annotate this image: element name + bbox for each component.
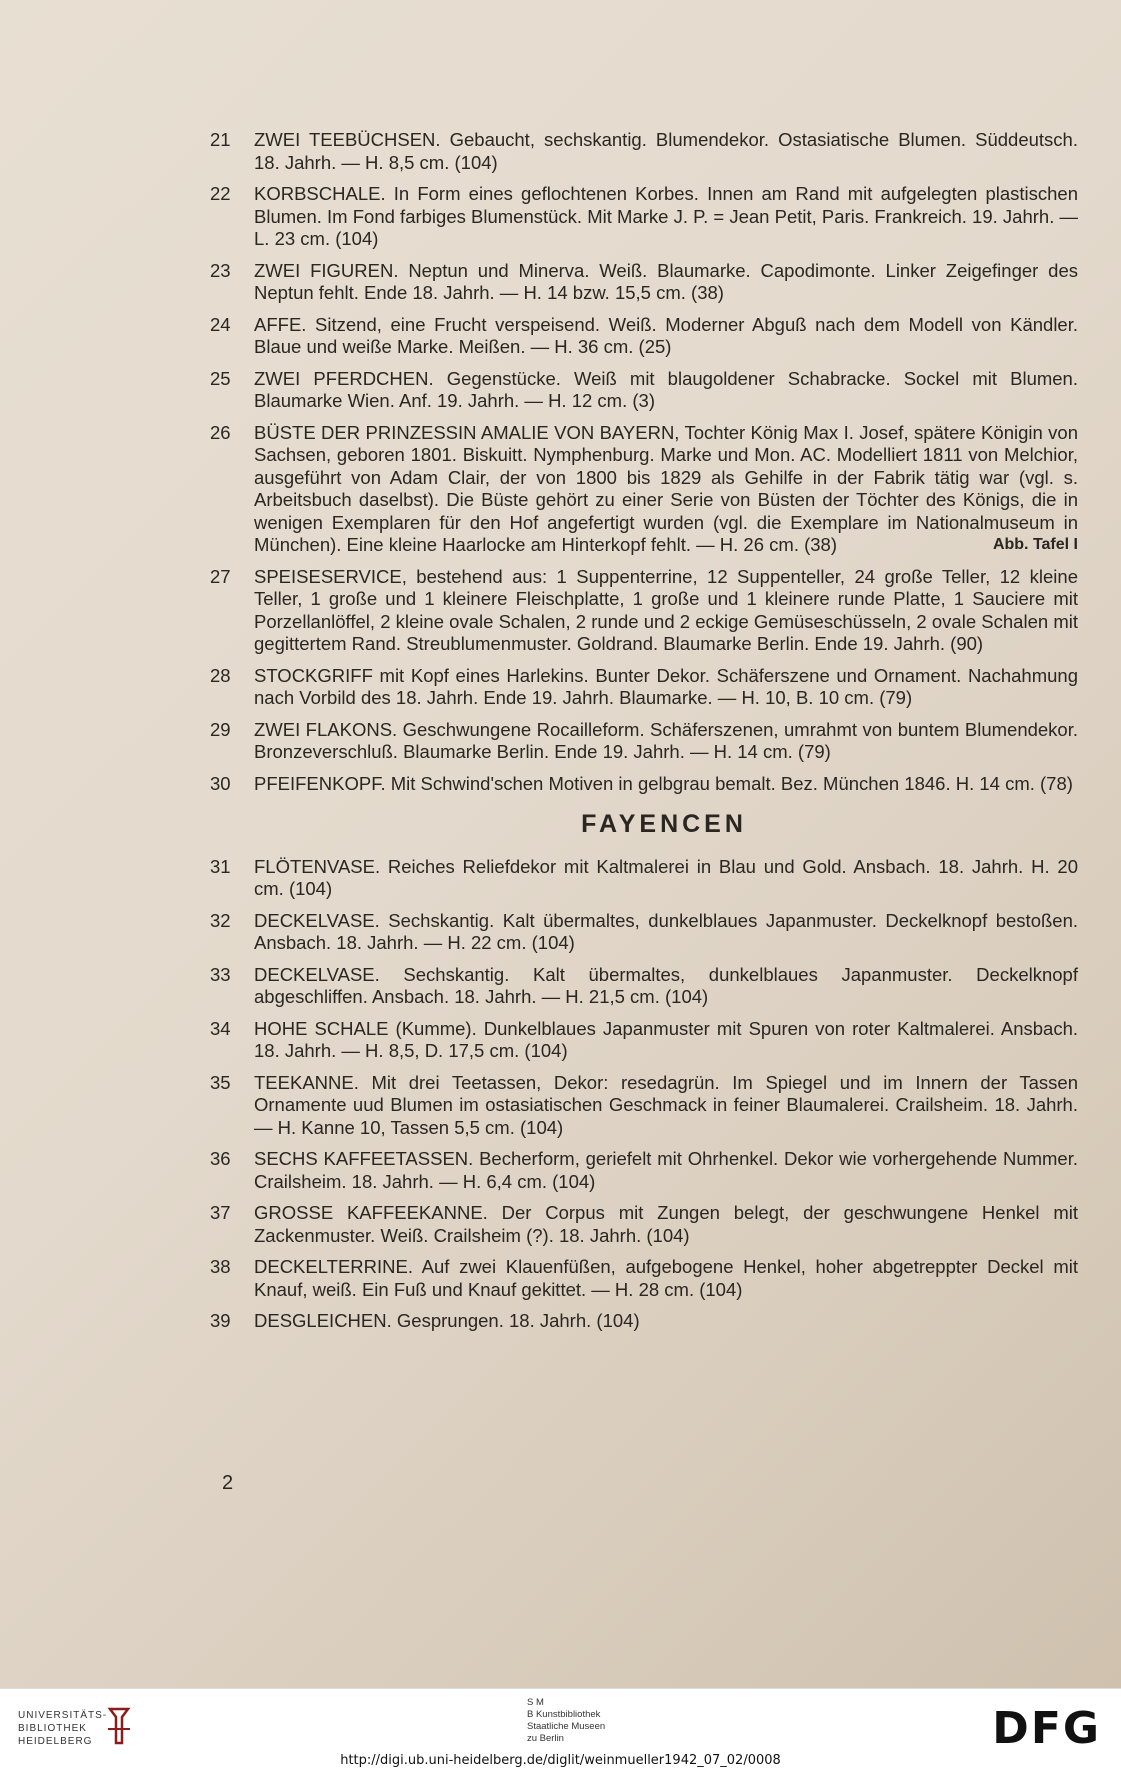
- entry-text: [254, 1310, 1078, 1333]
- uni-heidelberg-logo-text[interactable]: [18, 1709, 107, 1748]
- entry-text: [254, 1256, 1078, 1301]
- entry-description: ZWEI TEEBÜCHSEN. Gebaucht, sechskantig. Blumendekor. Ostasiatische Blumen. Süddeutsch. 18. Jahrh. — H. 8,5 cm. (104): [254, 129, 1078, 173]
- entry-list-fayencen: [210, 856, 1078, 1333]
- entry-text: [254, 719, 1078, 764]
- entry-text: [254, 368, 1078, 413]
- entry-description: ZWEI FIGUREN. Neptun und Minerva. Weiß. Blaumarke. Capodimonte. Linker Zeigefinger des Neptun fehlt. Ende 18. Jahrh. — H. 14 bzw. 15,5 cm. (38): [254, 259, 1078, 303]
- entry-number: 22: [210, 183, 231, 204]
- sm-line: S M: [527, 1697, 544, 1708]
- entry-description: FLÖTENVASE. Reiches Reliefdekor mit Kaltmalerei in Blau und Gold. Ansbach. 18. Jahrh. H. 20 cm. (104): [254, 855, 1078, 899]
- catalog-entry: [210, 719, 1078, 764]
- entry-description: DECKELVASE. Sechskantig. Kalt übermaltes, dunkelblaues Japanmuster. Deckelknopf bestoßen. Ansbach. 18. Jahrh. — H. 22 cm. (104): [254, 909, 1078, 953]
- entry-number: 27: [210, 565, 231, 587]
- entry-text: [254, 1072, 1078, 1140]
- entry-number: 33: [210, 963, 231, 985]
- entry-number: 36: [210, 1148, 231, 1169]
- entry-number: 24: [210, 313, 231, 335]
- entry-text: [254, 1148, 1078, 1193]
- entry-description: TEEKANNE. Mit drei Teetassen, Dekor: resedagrün. Im Spiegel und im Innern der Tassen Ornamente uud Blumen im ostasiatischen Geschmack in feiner Blaumalerei. Crailsheim. 18. Jahrh. — H. Kanne 10, Tassen 5,5 cm. (104): [254, 1071, 1078, 1138]
- entry-number: 32: [210, 909, 231, 931]
- entry-text: [254, 773, 1078, 796]
- entry-text: [254, 566, 1078, 656]
- entry-number: 30: [210, 772, 231, 794]
- entry-description: GROSSE KAFFEEKANNE. Der Corpus mit Zungen belegt, der geschwungene Henkel mit Zackenmuster. Weiß. Crailsheim (?). 18. Jahrh. (104): [254, 1202, 1078, 1246]
- entry-description: AFFE. Sitzend, eine Frucht verspeisend. Weiß. Moderner Abguß nach dem Modell von Kändler. Blaue und weiße Marke. Meißen. — H. 36 cm. (25): [254, 313, 1078, 357]
- entry-text: [254, 129, 1078, 174]
- entry-number: 39: [210, 1310, 231, 1331]
- entry-description: STOCKGRIFF mit Kopf eines Harlekins. Bunter Dekor. Schäferszene und Ornament. Nachahmung nach Vorbild des 18. Jahrh. Ende 19. Jahrh. Blaumarke. — H. 10, B. 10 cm. (79): [254, 664, 1078, 708]
- entry-number: 34: [210, 1017, 231, 1039]
- section-title: FAYENCEN: [581, 810, 747, 838]
- uni-line: UNIVERSITÄTS-: [18, 1710, 108, 1721]
- entry-description: SPEISESERVICE, bestehend aus: 1 Suppenterrine, 12 Suppenteller, 24 große Teller, 12 kleine Teller, 1 große und 1 kleinere Fleischplatte, 1 große und 1 kleinere runde Platte, 1 Sauciere mit Porzellanlöffel, 2 kleine ovale Schalen, 2 runde und 2 eckige Gemüseschüsseln, 2 ovale Schalen mit gegittertem Rand. Streublumenmuster. Goldrand. Blaumarke Berlin. Ende 19. Jahrh. (90): [254, 565, 1078, 654]
- entry-text: [254, 856, 1078, 901]
- entry-description: HOHE SCHALE (Kumme). Dunkelblaues Japanmuster mit Spuren von roter Kaltmalerei. Ansbach. 18. Jahrh. — H. 8,5, D. 17,5 cm. (104): [254, 1017, 1078, 1061]
- entry-description: DECKELTERRINE. Auf zwei Klauenfüßen, aufgebogene Henkel, hoher abgetreppter Deckel mit Knauf, weiß. Ein Fuß und Knauf gekittet. — H. 28 cm. (104): [254, 1256, 1078, 1300]
- dfg-logo[interactable]: DFG: [992, 1703, 1101, 1754]
- plate-reference: Abb. Tafel I: [992, 536, 1078, 553]
- catalog-entry: [210, 1256, 1078, 1301]
- entry-number: 28: [210, 664, 231, 686]
- catalog-entry: [210, 910, 1078, 955]
- catalog-entry: [210, 1018, 1078, 1063]
- entry-text: [254, 964, 1078, 1009]
- uni-line: BIBLIOTHEK: [18, 1723, 87, 1734]
- entry-description: ZWEI PFERDCHEN. Gegenstücke. Weiß mit blaugoldener Schabracke. Sockel mit Blumen. Blaumarke Wien. Anf. 19. Jahrh. — H. 12 cm. (3): [254, 367, 1078, 411]
- uni-line: HEIDELBERG: [18, 1736, 93, 1747]
- entry-number: 35: [210, 1071, 231, 1093]
- catalog-entry: [210, 1072, 1078, 1140]
- page-number: 2: [222, 1472, 234, 1494]
- entry-number: 25: [210, 367, 231, 389]
- entry-text: [254, 1018, 1078, 1063]
- entry-description: PFEIFENKOPF. Mit Schwind'schen Motiven in gelbgrau bemalt. Bez. München 1846. H. 14 cm. (78): [254, 772, 1073, 794]
- entry-number: 31: [210, 855, 231, 877]
- catalog-entry: [210, 773, 1078, 796]
- entry-number: 23: [210, 259, 231, 281]
- entry-text: [254, 183, 1078, 251]
- entry-text: [254, 910, 1078, 955]
- entry-description: KORBSCHALE. In Form eines geflochtenen Korbes. Innen am Rand mit aufgelegten plastischen Blumen. Im Fond farbiges Blumenstück. Mit Marke J. P. = Jean Petit, Paris. Frankreich. 19. Jahrh. — L. 23 cm. (104): [254, 183, 1078, 249]
- catalog-entry: [210, 1202, 1078, 1247]
- catalog-entry: [210, 665, 1078, 710]
- sm-line: B Kunstbibliothek: [527, 1709, 601, 1720]
- catalog-entry: [210, 183, 1078, 251]
- entry-text: [254, 665, 1078, 710]
- entry-number: 21: [210, 129, 231, 150]
- catalog-entry: [210, 314, 1078, 359]
- footer-bar: [0, 1688, 1121, 1770]
- sm-line: Staatliche Museen: [527, 1721, 606, 1732]
- catalog-entry: [210, 856, 1078, 901]
- sm-line: zu Berlin: [527, 1733, 564, 1744]
- catalog-entry: [210, 129, 1078, 174]
- entry-text: [254, 260, 1078, 305]
- entry-description: SECHS KAFFEETASSEN. Becherform, geriefelt mit Ohrhenkel. Dekor wie vorhergehende Nummer. Crailsheim. 18. Jahrh. — H. 6,4 cm. (104): [254, 1148, 1078, 1192]
- smb-kunstbibliothek-logo[interactable]: [527, 1697, 605, 1745]
- entry-description: DECKELVASE. Sechskantig. Kalt übermaltes, dunkelblaues Japanmuster. Deckelknopf abgeschliffen. Ansbach. 18. Jahrh. — H. 21,5 cm. (104): [254, 963, 1078, 1007]
- catalog-entry: [210, 566, 1078, 656]
- entry-text: [254, 314, 1078, 359]
- entry-description: BÜSTE DER PRINZESSIN AMALIE VON BAYERN, Tochter König Max I. Josef, spätere Königin von Sachsen, geboren 1801. Biskuitt. Nymphenburg. Marke und Mon. AC. Modelliert 1811 von Melchior, ausgeführt von Adam Clair, der von 1800 bis 1829 als Gehilfe in der Fabrik tätig war (vgl. s. Arbeitsbuch daselbst). Die Büste gehört zu einer Serie von Büsten der Töchter des Königs, die in wenigen Exemplaren für den Hof angefertigt wurden (vgl. die Exemplare im Nationalmuseum in München). Eine kleine Haarlocke am Hinterkopf fehlt. — H. 26 cm. (38): [254, 421, 1078, 555]
- catalog-entry: [210, 1310, 1078, 1333]
- catalog-entries: [210, 129, 1078, 1342]
- catalog-entry: [210, 422, 1078, 557]
- entry-description: ZWEI FLAKONS. Geschwungene Rocailleform. Schäferszenen, umrahmt von buntem Blumendekor. Bronzeverschluß. Blaumarke Berlin. Ende 19. Jahrh. — H. 14 cm. (79): [254, 718, 1078, 762]
- catalog-entry: [210, 964, 1078, 1009]
- entry-number: 29: [210, 718, 231, 740]
- entry-number: 37: [210, 1202, 231, 1223]
- entry-description: DESGLEICHEN. Gesprungen. 18. Jahrh. (104): [254, 1310, 640, 1331]
- entry-number: 38: [210, 1256, 231, 1277]
- catalog-entry: [210, 1148, 1078, 1193]
- catalog-entry: [210, 260, 1078, 305]
- uni-heidelberg-emblem-icon[interactable]: [104, 1705, 134, 1747]
- entry-text: [254, 422, 1078, 557]
- entry-number: 26: [210, 421, 231, 443]
- entry-list-porcelain: [210, 129, 1078, 795]
- entry-text: [254, 1202, 1078, 1247]
- permalink-url[interactable]: http://digi.ub.uni-heidelberg.de/diglit/weinmueller1942_07_02/0008: [340, 1753, 781, 1768]
- catalog-entry: [210, 368, 1078, 413]
